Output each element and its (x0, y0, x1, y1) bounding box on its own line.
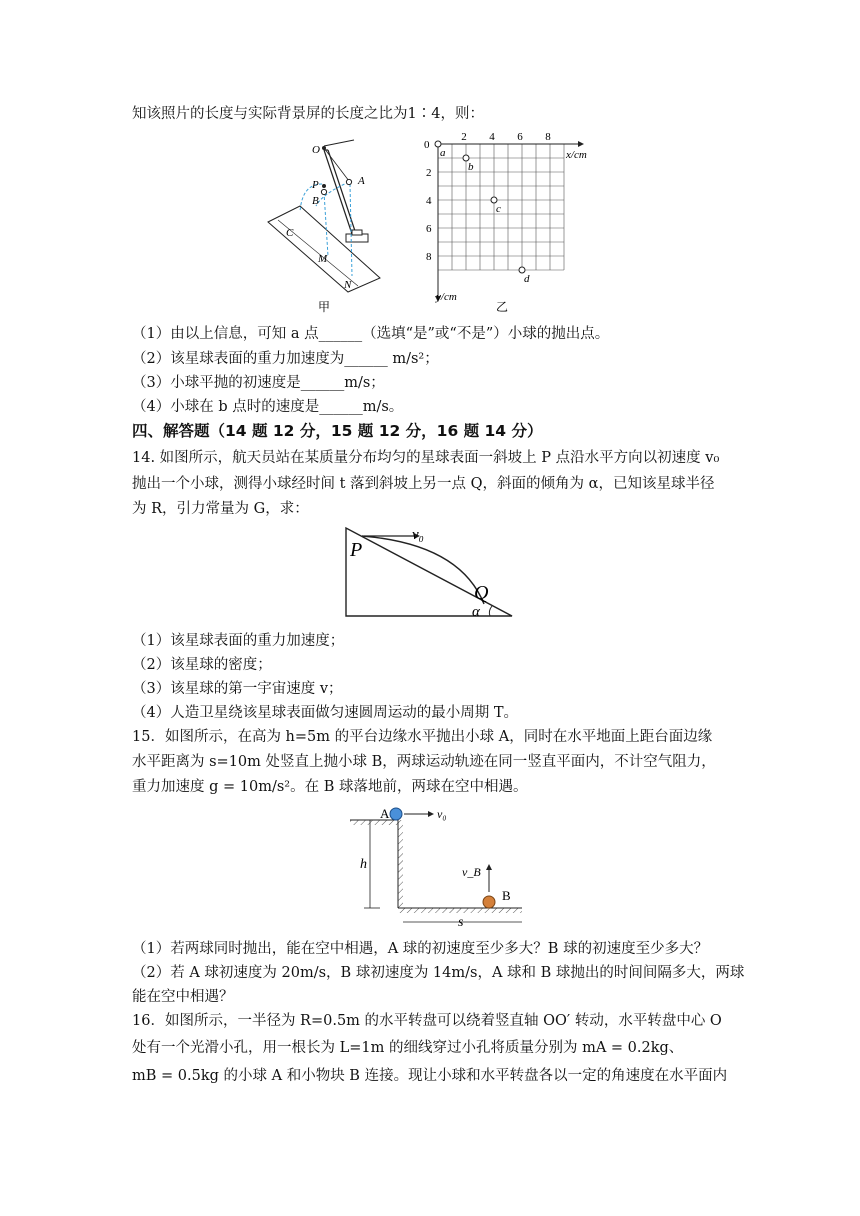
q14-part1: （1）该星球表面的重力加速度； (132, 633, 345, 649)
label-h: h (360, 857, 367, 872)
y-tick: 6 (426, 223, 432, 235)
label-P: P (350, 539, 363, 561)
q15-part2-cont: 能在空中相遇？ (132, 989, 234, 1005)
q13-part4: （4）小球在 b 点时的速度是______m/s。 (132, 399, 404, 415)
point-label-a: a (440, 147, 446, 159)
q16-line1: 16．如图所示，一半径为 R=0.5m 的水平转盘可以绕着竖直轴 OO′ 转动，水平转盘中心 O (132, 1013, 722, 1029)
label-v0: v₀ (437, 807, 447, 821)
label-s: s (458, 915, 464, 928)
label-O: O (312, 144, 320, 156)
y-tick: 8 (426, 251, 432, 263)
q14-line1: 14. 如图所示，航天员站在某质量分布均匀的星球表面一斜坡上 P 点沿水平方向以初速度 v₀ (132, 450, 720, 466)
grid-lines (438, 144, 564, 270)
q15-line2: 水平距离为 s=10m 处竖直上抛小球 B，两球运动轨迹在同一竖直平面内，不计空气阻力， (132, 754, 716, 770)
caption-yi: 乙 (496, 300, 509, 314)
label-N: N (344, 279, 352, 291)
label-B: B (502, 888, 511, 903)
x-tick: 8 (545, 131, 551, 143)
label-alpha: α (472, 604, 480, 620)
y-axis-label: y/cm (436, 291, 457, 303)
label-M: M (318, 253, 328, 265)
figure-q15-platform (346, 804, 530, 928)
label-A: A (380, 806, 390, 821)
q15-line1: 15．如图所示，在高为 h=5m 的平台边缘水平抛出小球 A，同时在水平地面上距台面边缘 (132, 729, 713, 745)
label-A: A (358, 175, 365, 187)
label-vB: v_B (462, 865, 481, 879)
q15-part2: （2）若 A 球初速度为 20m/s，B 球初速度为 14m/s，A 球和 B 球抛出的时间间隔多大，两球 (132, 965, 745, 981)
point-label-d: d (524, 273, 530, 285)
x-tick: 6 (517, 131, 523, 143)
q15-part1: （1）若两球同时抛出，能在空中相遇，A 球的初速度至少多大？B 球的初速度至少多大？ (132, 941, 709, 957)
caption-jia: 甲 (318, 300, 331, 314)
origin-label: 0 (424, 139, 430, 151)
q16-line3: mB = 0.5kg 的小球 A 和小物块 B 连接。现让小球和水平转盘各以一定的角速度在水平面内 (132, 1068, 728, 1084)
q16-line2: 处有一个光滑小孔，用一根长为 L=1m 的细线穿过小孔将质量分别为 mA = 0.2kg、 (132, 1040, 684, 1056)
intro-line: 知该照片的长度与实际背景屏的长度之比为1∶4，则： (132, 106, 484, 122)
x-tick: 2 (461, 131, 467, 143)
label-B: B (312, 195, 319, 207)
q14-line2: 抛出一个小球，测得小球经时间 t 落到斜坡上另一点 Q，斜面的倾角为 α，已知该星球半径 (132, 476, 715, 492)
q15-line3: 重力加速度 g = 10m/s²。在 B 球落地前，两球在空中相遇。 (132, 779, 528, 795)
figure-yi (420, 128, 610, 316)
x-tick: 4 (489, 131, 495, 143)
label-Q: Q (474, 582, 489, 604)
label-v0: v₀ (412, 527, 424, 543)
q14-part4: （4）人造卫星绕该星球表面做匀速圆周运动的最小周期 T。 (132, 705, 519, 721)
y-tick: 2 (426, 167, 432, 179)
label-P: P (312, 179, 319, 191)
q13-part3: （3）小球平抛的初速度是______m/s； (132, 375, 385, 391)
section-title: 四、解答题（14 题 12 分，15 题 12 分，16 题 14 分） (132, 422, 543, 440)
q13-part2: （2）该星球表面的重力加速度为______ m/s²； (132, 351, 439, 367)
grid-points (435, 141, 530, 285)
q13-part1: （1）由以上信息，可知 a 点______（选填“是”或“不是”）小球的抛出点。 (132, 326, 610, 342)
y-tick: 4 (426, 195, 432, 207)
point-label-b: b (468, 161, 474, 173)
point-label-c: c (496, 203, 501, 215)
label-C: C (286, 227, 294, 239)
figure-q14-slope (340, 524, 520, 622)
q14-part3: （3）该星球的第一宇宙速度 v； (132, 681, 343, 697)
x-axis-label: x/cm (566, 149, 587, 161)
q14-line3: 为 R，引力常量为 G，求： (132, 501, 309, 517)
figure-jia (262, 136, 382, 314)
q14-part2: （2）该星球的密度； (132, 657, 272, 673)
